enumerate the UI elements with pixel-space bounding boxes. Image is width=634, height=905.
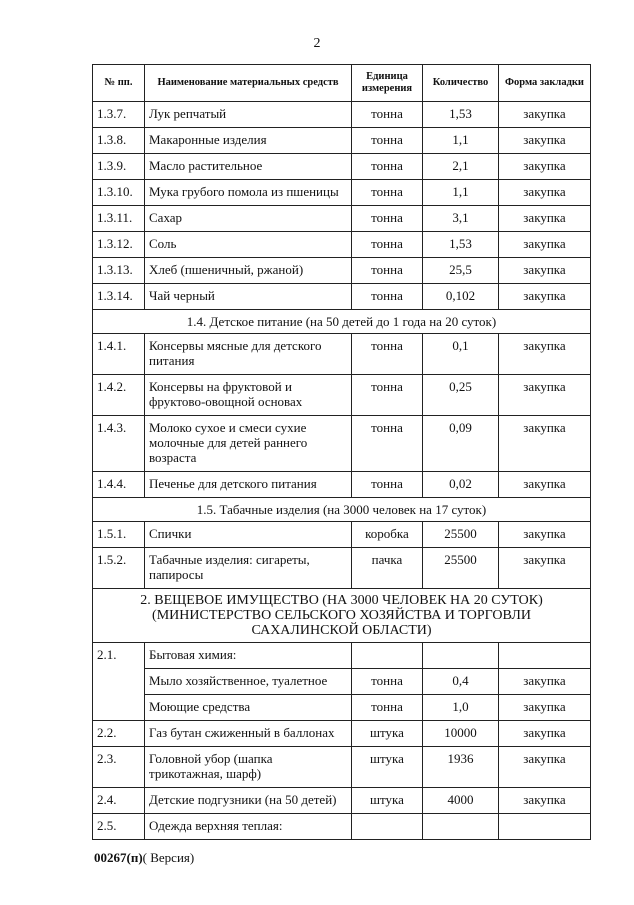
- section-row: [93, 310, 591, 334]
- document-version: ( Версия): [142, 850, 195, 865]
- row-qty: 0,4: [423, 669, 499, 695]
- table-row: [93, 375, 591, 416]
- row-name: Головной убор (шапка трикотажная, шарф): [145, 747, 352, 788]
- row-form: закупка: [499, 375, 591, 416]
- row-form: закупка: [499, 284, 591, 310]
- row-form: закупка: [499, 416, 591, 472]
- row-name: Табачные изделия: сигареты, папиросы: [145, 548, 352, 589]
- header-num: № пп.: [93, 65, 145, 102]
- row-form: закупка: [499, 102, 591, 128]
- row-name: Консервы на фруктовой и фруктово-овощной основах: [145, 375, 352, 416]
- row-unit: штука: [352, 747, 423, 788]
- row-num: 2.4.: [93, 788, 145, 814]
- row-num: 1.3.13.: [93, 258, 145, 284]
- row-qty: 1,1: [423, 180, 499, 206]
- row-form: закупка: [499, 522, 591, 548]
- row-num: 1.3.7.: [93, 102, 145, 128]
- row-form: закупка: [499, 206, 591, 232]
- row-unit-empty: [352, 643, 423, 669]
- table-row: [93, 232, 591, 258]
- row-num: 1.4.3.: [93, 416, 145, 472]
- table-row: [93, 284, 591, 310]
- row-name: Молоко сухое и смеси сухие молочные для детей раннего возраста: [145, 416, 352, 472]
- row-unit-empty: [352, 814, 423, 840]
- row-qty: 0,25: [423, 375, 499, 416]
- table-row: [93, 522, 591, 548]
- header-qty: Количество: [423, 65, 499, 102]
- row-name: Печенье для детского питания: [145, 472, 352, 498]
- row-name: Масло растительное: [145, 154, 352, 180]
- row-unit: коробка: [352, 522, 423, 548]
- document-footer: [94, 850, 194, 866]
- row-form: закупка: [499, 154, 591, 180]
- row-qty: 25500: [423, 522, 499, 548]
- row-unit: тонна: [352, 258, 423, 284]
- row-qty: 0,02: [423, 472, 499, 498]
- row-name: Моющие средства: [145, 695, 352, 721]
- table-row: [93, 643, 591, 669]
- table-row: [93, 102, 591, 128]
- row-qty: 0,102: [423, 284, 499, 310]
- row-unit: тонна: [352, 334, 423, 375]
- row-qty: 1936: [423, 747, 499, 788]
- row-qty: 25500: [423, 548, 499, 589]
- row-unit: тонна: [352, 154, 423, 180]
- row-unit: тонна: [352, 375, 423, 416]
- row-form: закупка: [499, 721, 591, 747]
- row-name: Бытовая химия:: [145, 643, 352, 669]
- table-row: [93, 206, 591, 232]
- row-num: 1.5.2.: [93, 548, 145, 589]
- row-unit: тонна: [352, 416, 423, 472]
- table-row: [93, 416, 591, 472]
- row-num: 1.3.12.: [93, 232, 145, 258]
- row-num: 2.1.: [93, 643, 145, 721]
- row-unit: тонна: [352, 180, 423, 206]
- row-form: закупка: [499, 669, 591, 695]
- row-qty-empty: [423, 814, 499, 840]
- row-num: 1.3.10.: [93, 180, 145, 206]
- table-row: [93, 128, 591, 154]
- row-name: Мука грубого помола из пшеницы: [145, 180, 352, 206]
- row-qty: 2,1: [423, 154, 499, 180]
- row-num: 1.3.9.: [93, 154, 145, 180]
- row-unit: тонна: [352, 669, 423, 695]
- header-form: Форма закладки: [499, 65, 591, 102]
- row-unit: тонна: [352, 128, 423, 154]
- row-qty: 0,09: [423, 416, 499, 472]
- row-unit: тонна: [352, 284, 423, 310]
- row-unit: штука: [352, 721, 423, 747]
- row-qty: 1,53: [423, 232, 499, 258]
- row-name: Спички: [145, 522, 352, 548]
- row-num: 2.2.: [93, 721, 145, 747]
- row-name: Газ бутан сжиженный в баллонах: [145, 721, 352, 747]
- row-num: 1.3.14.: [93, 284, 145, 310]
- section-title-1-5: 1.5. Табачные изделия (на 3000 человек на 17 суток): [93, 498, 591, 522]
- row-unit: тонна: [352, 695, 423, 721]
- row-num: 2.5.: [93, 814, 145, 840]
- header-name: Наименование материальных средств: [145, 65, 352, 102]
- row-num: 1.3.11.: [93, 206, 145, 232]
- row-unit: штука: [352, 788, 423, 814]
- row-form: закупка: [499, 128, 591, 154]
- row-form: закупка: [499, 788, 591, 814]
- table-row: [93, 154, 591, 180]
- document-code: 00267(п): [94, 850, 143, 865]
- row-qty: 1,1: [423, 128, 499, 154]
- row-form: закупка: [499, 334, 591, 375]
- row-qty: 3,1: [423, 206, 499, 232]
- section-row: [93, 589, 591, 643]
- row-unit: пачка: [352, 548, 423, 589]
- row-form: закупка: [499, 472, 591, 498]
- table-row: [93, 747, 591, 788]
- row-num: 1.5.1.: [93, 522, 145, 548]
- materials-table: [92, 64, 591, 840]
- row-name: Детские подгузники (на 50 детей): [145, 788, 352, 814]
- row-name: Чай черный: [145, 284, 352, 310]
- row-name: Соль: [145, 232, 352, 258]
- row-name: Мыло хозяйственное, туалетное: [145, 669, 352, 695]
- section-row: [93, 498, 591, 522]
- row-form: закупка: [499, 258, 591, 284]
- row-unit: тонна: [352, 102, 423, 128]
- row-form: закупка: [499, 548, 591, 589]
- section-title-1-4: 1.4. Детское питание (на 50 детей до 1 года на 20 суток): [93, 310, 591, 334]
- row-qty: 0,1: [423, 334, 499, 375]
- table-row: [93, 548, 591, 589]
- row-name: Макаронные изделия: [145, 128, 352, 154]
- header-unit: Единица измерения: [352, 65, 423, 102]
- table-row: [93, 721, 591, 747]
- row-form-empty: [499, 814, 591, 840]
- row-name: Лук репчатый: [145, 102, 352, 128]
- row-num: 2.3.: [93, 747, 145, 788]
- table-header-row: [93, 65, 591, 102]
- row-qty: 10000: [423, 721, 499, 747]
- row-name: Хлеб (пшеничный, ржаной): [145, 258, 352, 284]
- row-qty: 25,5: [423, 258, 499, 284]
- row-unit: тонна: [352, 206, 423, 232]
- row-num: 1.4.1.: [93, 334, 145, 375]
- row-qty: 4000: [423, 788, 499, 814]
- row-num: 1.4.4.: [93, 472, 145, 498]
- row-qty-empty: [423, 643, 499, 669]
- row-num: 1.3.8.: [93, 128, 145, 154]
- section-title-2: 2. ВЕЩЕВОЕ ИМУЩЕСТВО (НА 3000 ЧЕЛОВЕК НА 20 СУТОК) (МИНИСТЕРСТВО СЕЛЬСКОГО ХОЗЯЙСТВА И ТОРГОВЛИ САХАЛИНСКОЙ ОБЛАСТИ): [93, 589, 591, 643]
- table-row: [93, 472, 591, 498]
- row-unit: тонна: [352, 472, 423, 498]
- page-number: 2: [313, 36, 321, 51]
- row-qty: 1,0: [423, 695, 499, 721]
- row-form: закупка: [499, 695, 591, 721]
- table-row: [93, 695, 591, 721]
- table-row: [93, 334, 591, 375]
- row-num: 1.4.2.: [93, 375, 145, 416]
- row-qty: 1,53: [423, 102, 499, 128]
- table-row: [93, 180, 591, 206]
- row-name: Сахар: [145, 206, 352, 232]
- row-form: закупка: [499, 232, 591, 258]
- row-name: Консервы мясные для детского питания: [145, 334, 352, 375]
- table-row: [93, 258, 591, 284]
- table-row: [93, 669, 591, 695]
- table-row: [93, 788, 591, 814]
- row-form-empty: [499, 643, 591, 669]
- row-name: Одежда верхняя теплая:: [145, 814, 352, 840]
- row-form: закупка: [499, 747, 591, 788]
- table-row: [93, 814, 591, 840]
- row-form: закупка: [499, 180, 591, 206]
- row-unit: тонна: [352, 232, 423, 258]
